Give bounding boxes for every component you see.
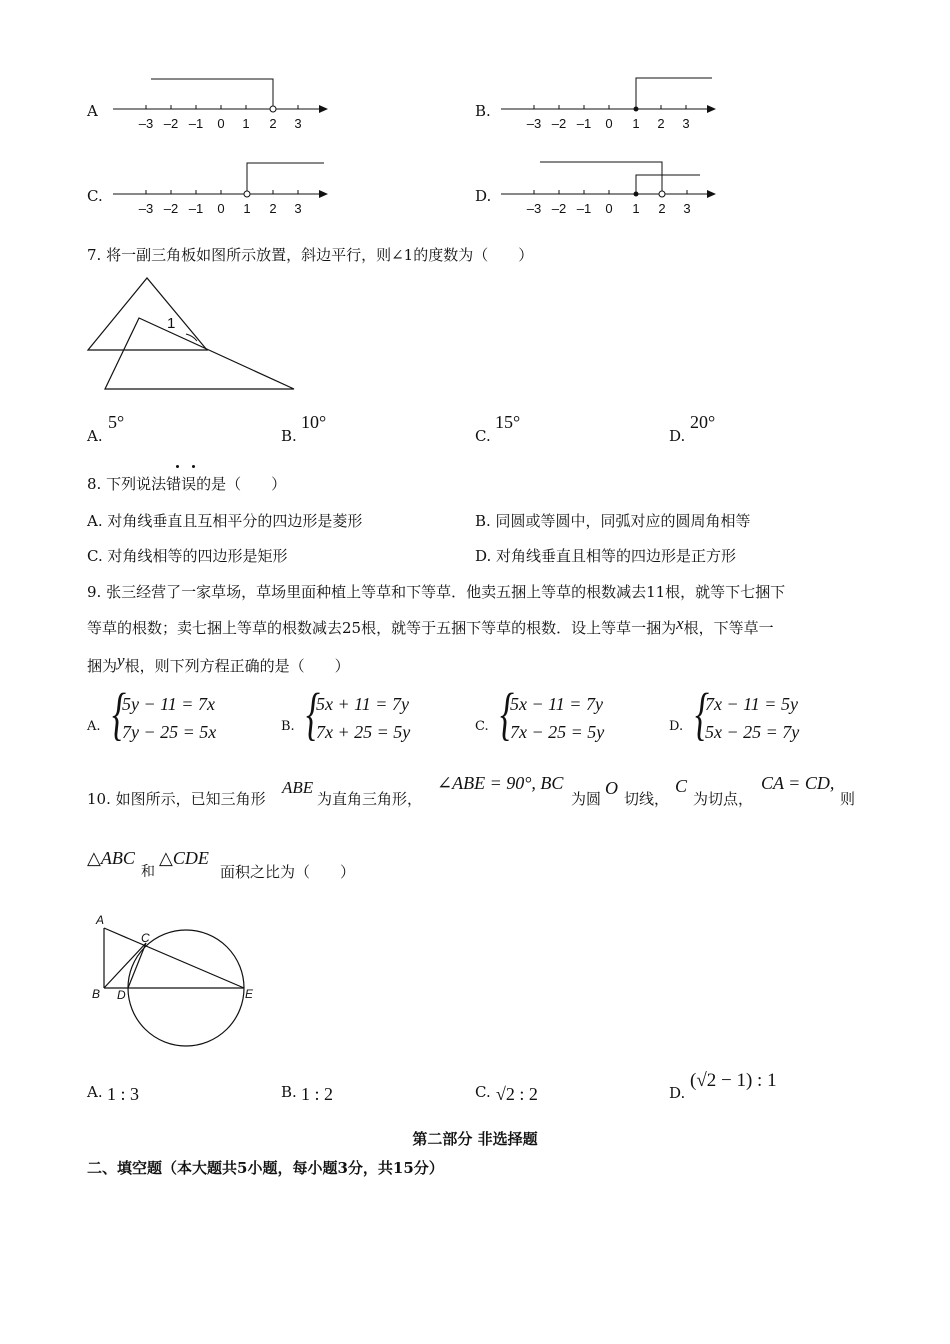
option-label: B.	[281, 1083, 297, 1101]
q9-line-2b: 根，下等草一	[683, 619, 774, 637]
tick-label: –1	[188, 116, 204, 131]
q10-text: 为直角三角形，	[317, 790, 423, 808]
equation: 5x − 25 = 7y	[705, 722, 800, 742]
option-label: D.	[669, 1084, 686, 1102]
option-value: 5°	[108, 412, 125, 432]
option-value: √2 : 2	[496, 1084, 538, 1104]
tick-label: –3	[526, 116, 542, 131]
point-label: C	[141, 931, 150, 945]
q9-line-2a: 等草的根数；卖七捆上等草的根数减去25根，就等于五捆下等草的根数．设上等草一捆为	[87, 619, 677, 637]
point-label: E	[245, 987, 254, 1001]
point-label: D	[117, 988, 126, 1002]
equation: 7x + 25 = 5y	[316, 722, 411, 742]
q7-stem: 7. 将一副三角板如图所示放置，斜边平行，则∠1的度数为（ ）	[87, 246, 534, 264]
q10-math: O	[605, 778, 618, 798]
q8-option-d: D. 对角线垂直且相等的四边形是正方形	[475, 547, 737, 565]
q8-stem	[87, 474, 286, 494]
q8-option-c: C. 对角线相等的四边形是矩形	[87, 547, 288, 565]
option-label: A.	[87, 719, 101, 734]
option-label: C.	[475, 427, 491, 445]
tick-label: –3	[138, 116, 154, 131]
q7-triangle-figure	[85, 275, 305, 395]
section-heading: 二、填空题（本大题共5小题，每小题3分，共15分）	[87, 1159, 444, 1177]
q8-emphasis: 错误	[166, 475, 197, 493]
tick-label: 2	[657, 116, 665, 131]
part-title: 第二部分 非选择题	[412, 1130, 538, 1148]
var-y: y	[117, 651, 125, 670]
tick-label: –2	[551, 201, 567, 216]
q10-math: △ABC	[87, 848, 135, 868]
emphasis-dot	[192, 465, 195, 468]
q10-circle-figure	[88, 912, 268, 1052]
q10-math: C	[675, 776, 688, 796]
tick-label: 1	[242, 116, 250, 131]
tick-label: 0	[217, 116, 225, 131]
tick-label: 1	[632, 201, 640, 216]
option-label: C.	[475, 1083, 491, 1101]
option-label: D.	[669, 427, 686, 445]
point-label: B	[92, 987, 101, 1001]
option-label: B.	[281, 719, 295, 734]
equation: 7x − 11 = 5y	[705, 694, 798, 714]
q10-text: 为切点，	[693, 790, 754, 808]
q10-text: 面积之比为（ ）	[220, 863, 356, 881]
equation: 7y − 25 = 5x	[122, 722, 217, 742]
var-x: x	[676, 614, 684, 633]
option-value: 1 : 3	[107, 1084, 140, 1104]
tick-label: –3	[526, 201, 542, 216]
tick-label: 1	[243, 201, 251, 216]
option-value: 1 : 2	[301, 1084, 334, 1104]
equation: 5y − 11 = 7x	[122, 694, 215, 714]
equation-system	[695, 681, 815, 750]
tick-label: 3	[294, 116, 302, 131]
option-label: B.	[475, 102, 491, 120]
q9-line-1: 9. 张三经营了一家草场，草场里面种植上等草和下等草．他卖五捆上等草的根数减去11根，就等下七捆下	[87, 583, 786, 601]
option-value: 10°	[301, 412, 327, 432]
tick-label: 3	[294, 201, 302, 216]
option-label: A.	[87, 427, 103, 445]
q8-suffix: 的是（ ）	[196, 475, 287, 493]
point-label: A	[96, 913, 105, 927]
tick-label: 3	[683, 201, 691, 216]
tick-label: 2	[658, 201, 666, 216]
q8-prefix: 8. 下列说法	[87, 475, 167, 493]
q8-option-b: B. 同圆或等圆中，同弧对应的圆周角相等	[475, 512, 751, 530]
q10-text: 切线，	[624, 790, 670, 808]
brace-icon: {	[112, 681, 126, 746]
q10-text: 为圆	[571, 790, 602, 808]
option-label: B.	[281, 427, 297, 445]
option-label: A.	[87, 1083, 103, 1101]
q9-line-3	[87, 651, 350, 676]
q10-text: 和	[141, 864, 155, 880]
q10-math: ABE	[282, 778, 314, 797]
q10-math: △CDE	[159, 848, 209, 868]
brace-icon: {	[500, 681, 514, 746]
option-value: 15°	[495, 412, 521, 432]
q9-line-2	[87, 614, 774, 638]
brace-icon: {	[695, 681, 709, 746]
option-label: C.	[475, 719, 489, 734]
equation-system	[112, 681, 232, 750]
equation-system	[306, 681, 426, 750]
number-line-b	[496, 70, 726, 135]
tick-label: –3	[138, 201, 154, 216]
q9-line-3b: 根，则下列方程正确的是（ ）	[124, 657, 350, 675]
q9-line-3a: 捆为	[87, 657, 118, 675]
tick-label: –2	[551, 116, 567, 131]
equation: 7x − 25 = 5y	[510, 722, 605, 742]
q10-text: 10. 如图所示，已知三角形	[87, 790, 266, 808]
tick-label: 2	[269, 201, 277, 216]
number-line-c	[108, 155, 338, 220]
option-label: C.	[87, 187, 103, 205]
equation: 5x − 11 = 7y	[510, 694, 603, 714]
number-line-d	[496, 155, 726, 220]
q10-math: CA = CD,	[761, 773, 835, 793]
equation-system	[500, 681, 620, 750]
tick-label: –1	[576, 116, 592, 131]
q10-math: ∠ABE = 90°, BC	[437, 773, 564, 793]
option-label: D.	[475, 187, 492, 205]
tick-label: –2	[163, 116, 179, 131]
number-line-a	[108, 70, 338, 135]
tick-label: –1	[188, 201, 204, 216]
angle-label: 1	[167, 315, 176, 332]
tick-label: 0	[605, 201, 613, 216]
q10-text: 则	[840, 790, 856, 808]
option-label: A	[87, 102, 98, 120]
equation: 5x + 11 = 7y	[316, 694, 409, 714]
tick-label: –2	[163, 201, 179, 216]
tick-label: –1	[576, 201, 592, 216]
option-value: (√2 − 1) : 1	[690, 1070, 777, 1091]
q8-option-a: A. 对角线垂直且互相平分的四边形是菱形	[87, 512, 363, 530]
tick-label: 2	[269, 116, 277, 131]
tick-label: 0	[217, 201, 225, 216]
emphasis-dot	[176, 465, 179, 468]
tick-label: 3	[682, 116, 690, 131]
tick-label: 0	[605, 116, 613, 131]
tick-label: 1	[632, 116, 640, 131]
option-value: 20°	[690, 412, 716, 432]
brace-icon: {	[306, 681, 320, 746]
option-label: D.	[669, 719, 684, 734]
